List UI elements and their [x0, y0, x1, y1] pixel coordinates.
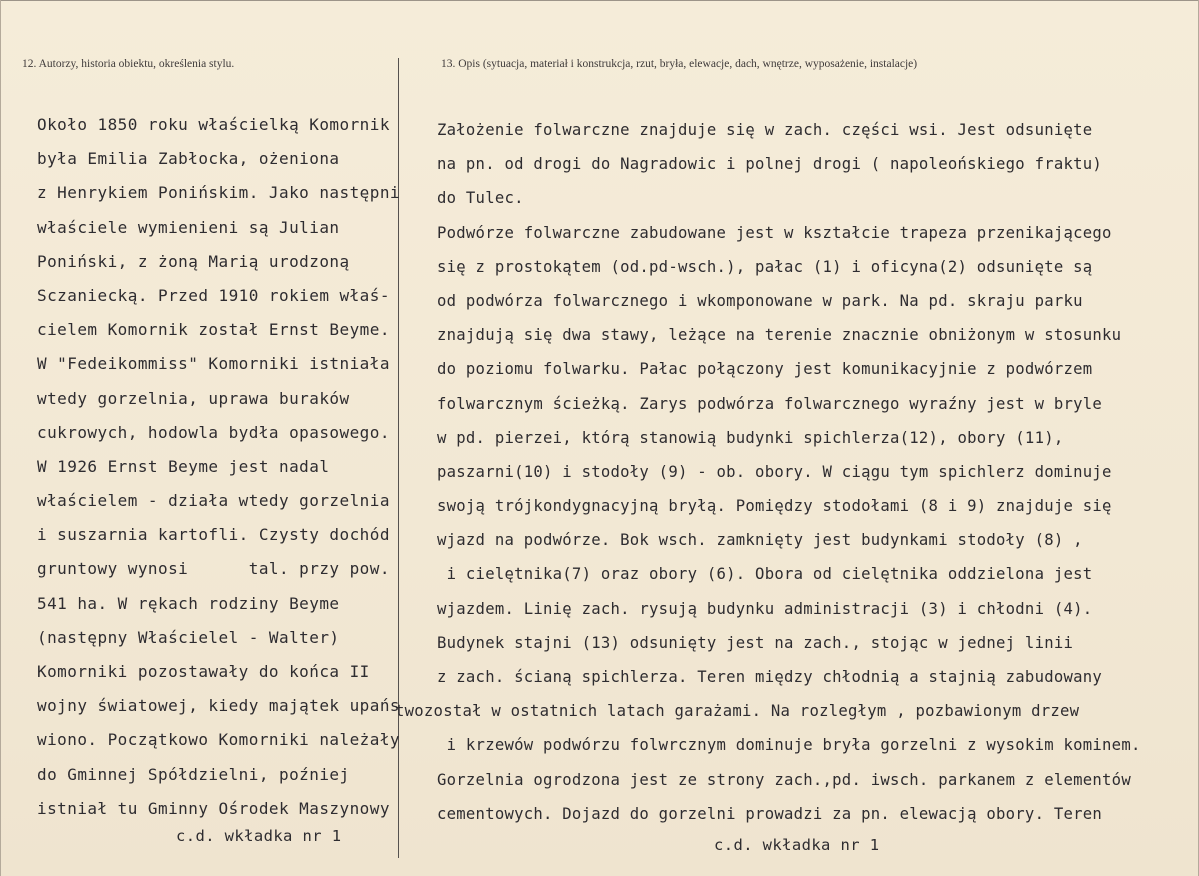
continuation-note: c.d. wkładka nr 1 [714, 836, 880, 854]
page-top-border [0, 0, 1199, 1]
text-line: cementowych. Dojazd do gorzelni prowadzi za pn. elewacją obory. Teren [437, 804, 1103, 823]
text-line: była Emilia Zabłocka, ożeniona [37, 149, 340, 169]
text-line: się z prostokątem (od.pd-wsch.), pałac (1) i oficyna(2) odsunięte są [437, 257, 1093, 276]
text-line: twozostał w ostatnich latach garażami. Na rozległym , pozbawionym drzew [395, 702, 1080, 721]
text-line: w pd. pierzei, którą stanowią budynki spichlerza(12), obory (11), [437, 428, 1064, 447]
text-line: wjazdem. Linię zach. rysują budynku administracji (3) i chłodni (4). [437, 599, 1093, 618]
text-line: istniał tu Gminny Ośrodek Maszynowy [37, 798, 390, 818]
text-line: właściele wymienieni są Julian [37, 217, 340, 237]
text-line: na pn. od drogi do Nagradowic i polnej drogi ( napoleońskiego fraktu) [437, 155, 1103, 174]
text-line: 541 ha. W rękach rodziny Beyme [37, 593, 340, 613]
text-line: Gorzelnia ogrodzona jest ze strony zach.,pd. iwsch. parkanem z elementów [437, 770, 1131, 789]
text-line: z Henrykiem Ponińskim. Jako następni [37, 183, 400, 203]
text-line: do poziomu folwarku. Pałac połączony jest komunikacyjnie z podwórzem [437, 360, 1093, 379]
text-line: i cielętnika(7) oraz obory (6). Obora od cielętnika oddzielona jest [437, 565, 1093, 584]
section-12-header: 12. Autorzy, historia obiektu, określenia stylu. [22, 58, 235, 70]
text-line: folwarcznym ścieżką. Zarys podwórza folwarcznego wyraźny jest w bryle [437, 394, 1103, 413]
text-line: Około 1850 roku właścielką Komornik [37, 115, 390, 134]
text-line: wjazd na podwórze. Bok wsch. zamknięty jest budynkami stodoły (8) , [437, 531, 1083, 550]
text-line: właścielem - działa wtedy gorzelnia [37, 491, 390, 511]
text-line: gruntowy wynosi tal. przy pow. [37, 559, 390, 579]
text-line: Podwórze folwarczne zabudowane jest w kształcie trapeza przenikającego [437, 223, 1112, 242]
text-line: paszarni(10) i stodoły (9) - ob. obory. W ciągu tym spichlerz dominuje [437, 462, 1112, 481]
text-line: Komorniki pozostawały do końca II [37, 662, 370, 681]
text-line: cukrowych, hodowla bydła opasowego. [37, 422, 390, 442]
page-left-border [0, 0, 1, 876]
text-line: znajdują się dwa stawy, leżące na terenie znacznie obniżonym w stosunku [437, 326, 1122, 345]
text-line: swoją trójkondygnacyjną bryłą. Pomiędzy stodołami (8 i 9) znajduje się [437, 497, 1112, 516]
text-line: do Tulec. [437, 189, 524, 208]
text-line: Poniński, z żoną Marią urodzoną [37, 251, 350, 271]
text-line: do Gminnej Spółdzielni, poźniej [37, 764, 350, 784]
text-line: od podwórza folwarcznego i wkomponowane w park. Na pd. skraju parku [437, 291, 1083, 310]
text-line: W 1926 Ernst Beyme jest nadal [37, 456, 330, 476]
text-line: Sczaniecką. Przed 1910 rokiem właś- [37, 285, 390, 305]
text-line: Założenie folwarczne znajduje się w zach. części wsi. Jest odsunięte [437, 121, 1093, 139]
description-text-column [395, 113, 1141, 831]
text-line: W "Fedeikommiss" Komorniki istniała [37, 354, 390, 374]
text-line: Budynek stajni (13) odsunięty jest na zach., stojąc w jednej linii [437, 633, 1074, 652]
section-13-header: 13. Opis (sytuacja, materiał i konstrukcja, rzut, bryła, elewacje, dach, wnętrze, wyposażenie, instalacje) [441, 58, 918, 70]
history-text-column [37, 108, 400, 826]
text-line: wiono. Początkowo Komorniki należały [37, 730, 400, 750]
text-line: i krzewów podwórzu folwrcznym dominuje bryła gorzelni z wysokim kominem. [437, 736, 1141, 755]
text-line: wtedy gorzelnia, uprawa buraków [37, 388, 350, 408]
text-line: (następny Właścielel - Walter) [37, 627, 340, 647]
text-line: cielem Komornik został Ernst Beyme. [37, 320, 390, 340]
text-line: z zach. ścianą spichlerza. Teren między chłodnią a stajnią zabudowany [437, 668, 1103, 686]
text-line: i suszarnia kartofli. Czysty dochód [37, 525, 390, 545]
text-line: wojny światowej, kiedy majątek upańs [37, 696, 400, 716]
continuation-note: c.d. wkładka nr 1 [176, 827, 342, 845]
